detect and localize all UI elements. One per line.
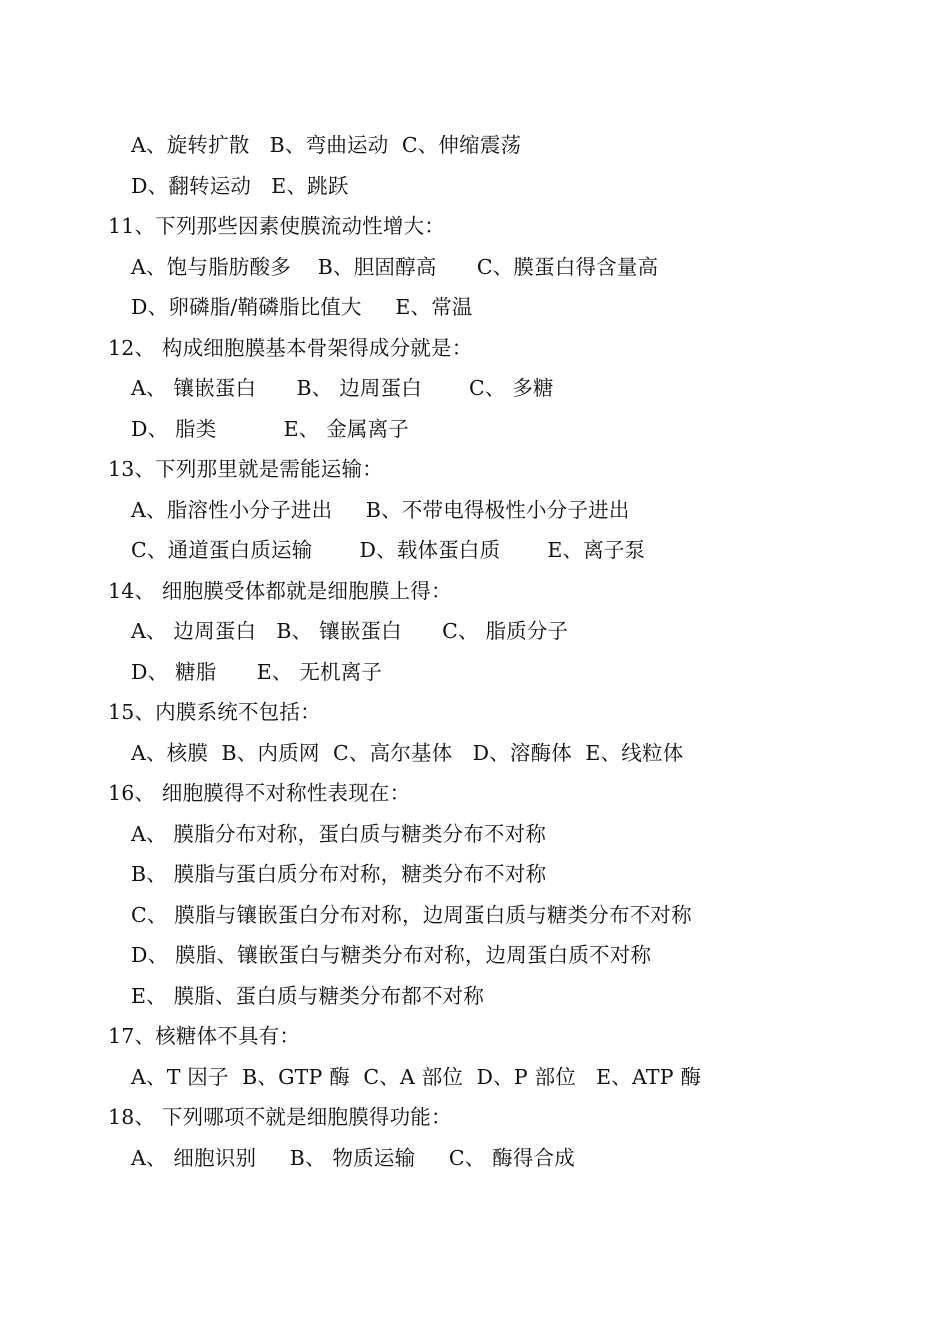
option-q16-c: C、 膜脂与镶嵌蛋白分布对称，边周蛋白质与糖类分布不对称 — [131, 903, 692, 927]
option-line-q18-a-c: A、 细胞识别 B、 物质运输 C、 酶得合成 — [131, 1146, 575, 1170]
option-line-q13-c-e: C、通道蛋白质运输 D、载体蛋白质 E、离子泵 — [131, 538, 646, 562]
question-14: 14、 细胞膜受体都就是细胞膜上得： — [108, 579, 452, 603]
option-q16-d: D、 膜脂、镶嵌蛋白与糖类分布对称，边周蛋白质不对称 — [131, 943, 652, 967]
question-13: 13、下列那里就是需能运输： — [108, 457, 383, 481]
option-q16-a: A、 膜脂分布对称，蛋白质与糖类分布不对称 — [131, 822, 547, 846]
question-12: 12、 构成细胞膜基本骨架得成分就是： — [108, 336, 473, 360]
option-line-q14-a-c: A、 边周蛋白 B、 镶嵌蛋白 C、 脂质分子 — [131, 619, 569, 643]
question-16: 16、 细胞膜得不对称性表现在： — [108, 781, 411, 805]
option-q16-b: B、 膜脂与蛋白质分布对称，糖类分布不对称 — [131, 862, 547, 886]
option-line-q13-a-b: A、脂溶性小分子进出 B、不带电得极性小分子进出 — [131, 498, 630, 522]
option-q16-e: E、 膜脂、蛋白质与糖类分布都不对称 — [131, 984, 485, 1008]
option-line-q11-d-e: D、卵磷脂/鞘磷脂比值大 E、常温 — [131, 295, 473, 319]
option-line-q10-a-c: A、旋转扩散 B、弯曲运动 C、伸缩震荡 — [131, 133, 522, 157]
question-18: 18、 下列哪项不就是细胞膜得功能： — [108, 1105, 452, 1129]
option-line-q12-d-e: D、 脂类 E、 金属离子 — [131, 417, 409, 441]
option-line-q14-d-e: D、 糖脂 E、 无机离子 — [131, 660, 383, 684]
question-11: 11、下列那些因素使膜流动性增大： — [108, 214, 445, 238]
option-line-q17-a-e: A、T 因子 B、GTP 酶 C、A 部位 D、P 部位 E、ATP 酶 — [131, 1065, 702, 1089]
option-line-q11-a-c: A、饱与脂肪酸多 B、胆固醇高 C、膜蛋白得含量高 — [131, 255, 659, 279]
question-17: 17、核糖体不具有： — [108, 1024, 301, 1048]
option-line-q12-a-c: A、 镶嵌蛋白 B、 边周蛋白 C、 多糖 — [131, 376, 554, 400]
option-line-q10-d-e: D、翻转运动 E、跳跃 — [131, 174, 349, 198]
option-line-q15-a-e: A、核膜 B、内质网 C、高尔基体 D、溶酶体 E、线粒体 — [131, 741, 684, 765]
question-15: 15、内膜系统不包括： — [108, 700, 321, 724]
